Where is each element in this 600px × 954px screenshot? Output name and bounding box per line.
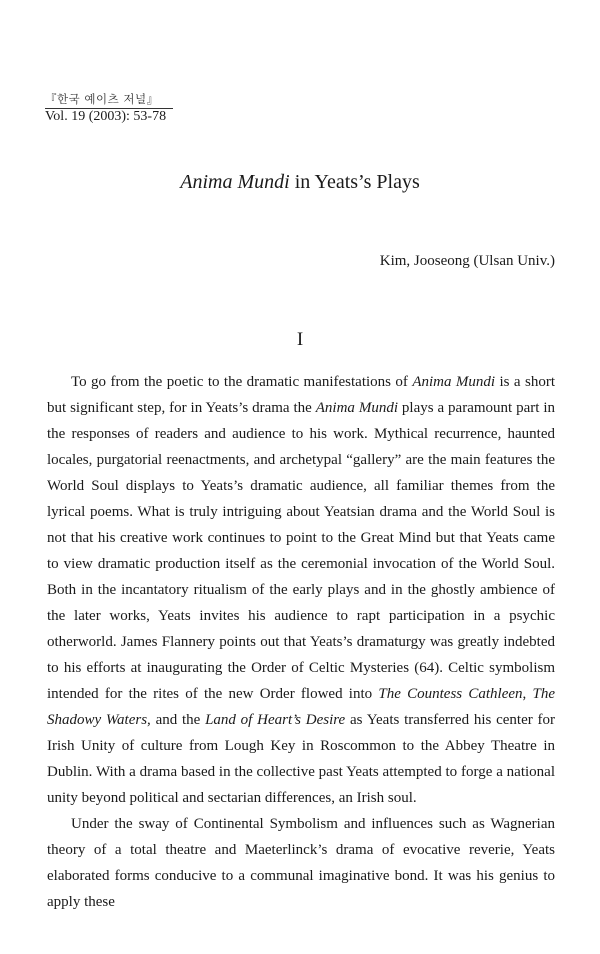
italic-title-run: Anima Mundi bbox=[412, 374, 496, 390]
italic-title-run: The Countess Cathleen bbox=[378, 686, 523, 702]
text-run: is a short but significant step, for in Yeats’s drama the bbox=[47, 374, 556, 416]
italic-title-run: Anima Mundi bbox=[315, 400, 398, 416]
text-run: Under the sway of Continental Symbolism and influences such as Wagnerian theory of a total theatre and Maeterlinck’s drama of evocative reverie, Yeats elaborated forms conducive to a communal imaginative bond. It was his genius to apply these bbox=[47, 816, 555, 910]
journal-header bbox=[45, 90, 173, 125]
paper-title bbox=[0, 171, 600, 194]
author-line: Kim, Jooseong (Ulsan Univ.) bbox=[379, 253, 555, 269]
paragraph bbox=[47, 811, 555, 915]
text-run: as Yeats transferred his center for Irish Unity of culture from Lough Key in Roscommon to the Abbey Theatre in Dublin. With a drama based in the collective past Yeats attempted to forge a national unity beyond political and sectarian differences, an Irish soul. bbox=[47, 712, 555, 806]
section-number: I bbox=[296, 329, 304, 350]
paragraph bbox=[47, 369, 555, 811]
body-text bbox=[47, 369, 555, 915]
paper-title-italic: Anima Mundi bbox=[180, 171, 290, 193]
journal-name: 『한국 예이츠 저널』 bbox=[45, 91, 173, 109]
text-run: , and the bbox=[147, 712, 206, 728]
journal-volume: Vol. 19 (2003): 53-78 bbox=[45, 109, 167, 124]
italic-title-run: The Shadowy Waters bbox=[47, 686, 555, 728]
paper-title-rest: in Yeats’s Plays bbox=[289, 171, 420, 193]
text-run: , bbox=[522, 686, 533, 702]
text-run: plays a paramount part in the responses of readers and audience to his work. Mythical recurrence, haunted locales, purgatorial reenactments, and archetypal “gallery” are the main features the World Soul displays to Yeats’s dramatic audience, all familiar themes from the lyrical poems. What is truly intriguing about Yeatsian drama and the World Soul is not that his creative work continues to point to the Great Mind but that Yeats came to view dramatic production itself as the ceremonial invocation of the World Soul. Both in the incantatory ritualism of the early plays and in the ghostly ambience of the later works, Yeats invites his audience to rapt participation in a psychic otherworld. James Flannery points out that Yeats’s dramaturgy was greatly indebted to his efforts at inaugurating the Order of Celtic Mysteries (64). Celtic symbolism intended for the rites of the new Order flowed into bbox=[47, 400, 556, 702]
text-run: To go from the poetic to the dramatic manifestations of bbox=[71, 374, 413, 390]
italic-title-run: Land of Heart’s Desire bbox=[205, 712, 346, 728]
